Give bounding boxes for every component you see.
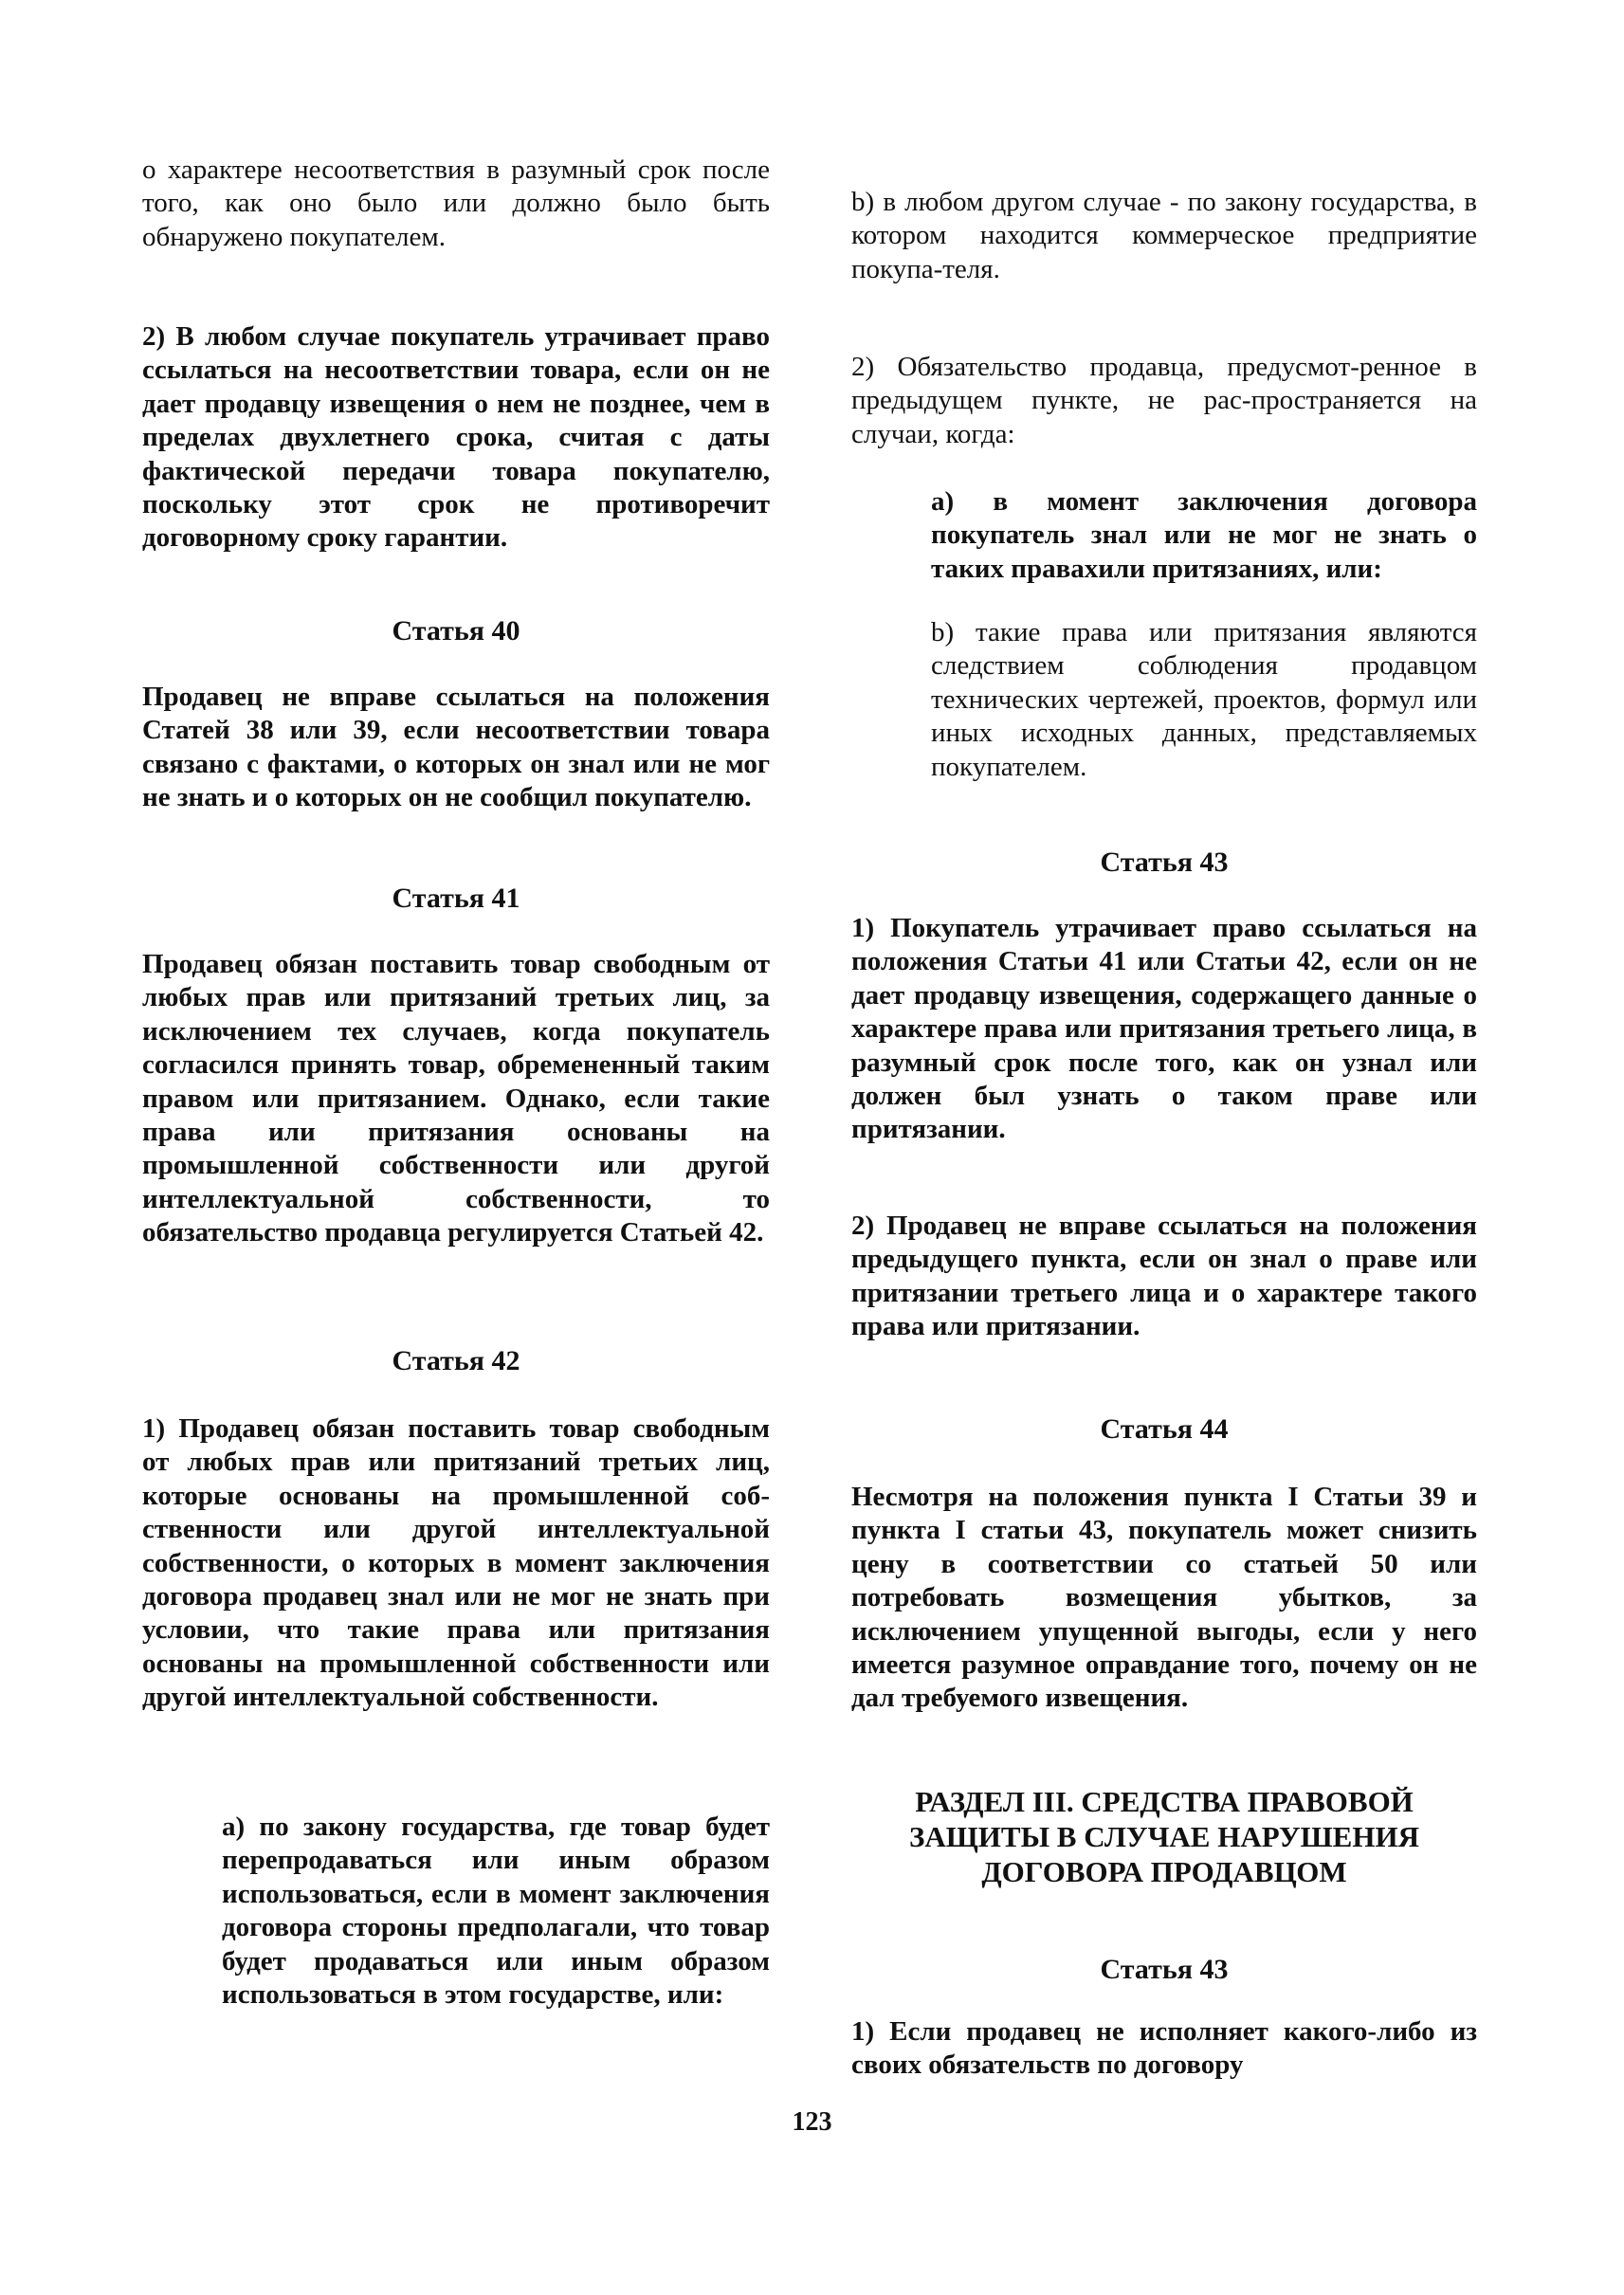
paragraph-42-2-a: а) в момент заключения договора покупатель знал или не мог не знать о таких правахили притязаниях, или: [931, 486, 1477, 584]
paragraph-article-44: Несмотря на положения пункта I Статьи 39 и пункта I статьи 43, покупатель может снизить цену в соответствии со статьей 50 или потребовать возмещения убытков, за исключением упущенной выгоды, если у него имеется разумное оправдание того, почему он не дал требуемого извещения. [851, 1482, 1477, 1714]
article-43-heading: Статья 43 [1100, 847, 1229, 878]
paragraph-article-40: Продавец не вправе ссылаться на положения Статей 38 или 39, если несоответствии товара связано с фактами, о которых он знал или не мог не знать и о которых он не сообщил покупателю. [142, 682, 770, 813]
article-41-heading: Статья 41 [392, 883, 520, 914]
paragraph-39-2: 2) В любом случае покупатель утрачивает право ссылаться на несоответствии товара, если он не дает продавцу извещения о нем не позднее, чем в пределах двухлетнего срока, считая с даты фактической передачи товара покупателю, поскольку этот срок не противоречит договорному сроку гарантии. [142, 321, 770, 554]
paragraph-42-1-b: b) в любом другом случае - по закону государства, в котором находится коммерческое предприятие покупа-теля. [851, 187, 1477, 284]
paragraph-42-2-b: b) такие права или притязания являются следствием соблюдения продавцом технических чертежей, проектов, формул или иных исходных данных, представляемых покупателем. [931, 617, 1477, 782]
article-40-heading: Статья 40 [392, 615, 520, 647]
paragraph-45-1: 1) Если продавец не исполняет какого-либо из своих обязательств по договору [851, 2016, 1477, 2081]
article-44-heading: Статья 44 [1100, 1413, 1229, 1445]
paragraph-42-2: 2) Обязательство продавца, предусмот-ренное в предыдущем пункте, не рас-пространяется на случаи, когда: [851, 352, 1477, 449]
article-42-heading: Статья 42 [392, 1345, 520, 1376]
paragraph-article-41: Продавец обязан поставить товар свободным от любых прав или притязаний третьих лиц, за исключением тех случаев, когда покупатель согласился принять товар, обремененный таким правом или притязанием. Однако, если такие права или притязания основаны на промышленной собственности или другой интеллектуальной собственности, то обязательство продавца регулируется Статьей 42. [142, 949, 770, 1248]
paragraph-39-1-continued: о характере несоответствия в разумный срок после того, как оно было или должно было быть обнаружено покупателем. [142, 155, 770, 252]
section-3-title: РАЗДЕЛ III. СРЕДСТВА ПРАВОВОЙ ЗАЩИТЫ В СЛУЧАЕ НАРУШЕНИЯ ДОГОВОРА ПРОДАВЦОМ [909, 1785, 1419, 1888]
paragraph-42-1-a: а) по закону государства, где товар будет перепродаваться или иным образом использоваться, если в момент заключения договора стороны предполагали, что товар будет продаваться или иным образом использоваться в этом государстве, или: [222, 1812, 770, 2011]
article-43b-heading: Статья 43 [1100, 1954, 1229, 1985]
paragraph-42-1: 1) Продавец обязан поставить товар свободным от любых прав или притязаний третьих лиц, которые основаны на промышленной соб-ственности или другой интеллектуальной собственности, о которых в момент заключения договора продавец знал или не мог не знать при условии, что такие права или притязания основаны на промышленной собственности или другой интеллектуальной собственности. [142, 1413, 770, 1713]
paragraph-43-2: 2) Продавец не вправе ссылаться на положения предыдущего пункта, если он знал о праве или притязании третьего лица и о характере такого права или притязании. [851, 1211, 1477, 1342]
paragraph-43-1: 1) Покупатель утрачивает право ссылаться на положения Статьи 41 или Статьи 42, если он не дает продавцу извещения, содержащего данные о характере права или притязания третьего лица, в разумный срок после того, как он узнал или должен был узнать о таком праве или притязании. [851, 913, 1477, 1145]
page-number: 123 [792, 2107, 832, 2137]
